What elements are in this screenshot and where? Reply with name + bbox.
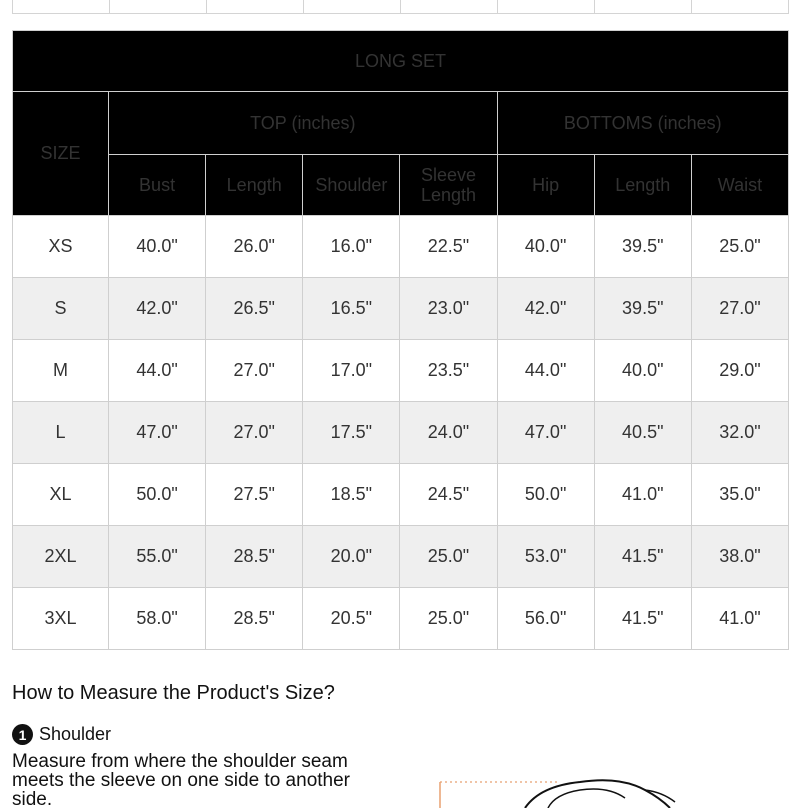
size-chart-table: [12, 30, 789, 650]
size-label-cell: S: [13, 278, 109, 340]
measurement-cell: 35.0": [691, 464, 788, 526]
table-title: LONG SET: [13, 31, 789, 92]
measurement-cell: 40.5": [594, 402, 691, 464]
garment-collar: [548, 789, 625, 808]
measurement-cell: 50.0": [109, 464, 206, 526]
measurement-cell: 41.0": [594, 464, 691, 526]
measurement-cell: 24.5": [400, 464, 497, 526]
measurement-cell: 25.0": [691, 216, 788, 278]
top-group-header: TOP (inches): [109, 92, 498, 155]
table-row: [13, 464, 789, 526]
measurement-cell: 23.0": [400, 278, 497, 340]
table-row: [13, 340, 789, 402]
table-row: [13, 216, 789, 278]
measurement-cell: 27.0": [691, 278, 788, 340]
size-label-cell: XL: [13, 464, 109, 526]
measurement-cell: 26.5": [206, 278, 303, 340]
measurement-cell: 47.0": [497, 402, 594, 464]
number-badge-icon: 1: [12, 724, 33, 745]
size-label-cell: 2XL: [13, 526, 109, 588]
measurement-cell: 25.0": [400, 588, 497, 650]
table-row: [13, 402, 789, 464]
measure-section-title: How to Measure the Product's Size?: [12, 682, 335, 704]
size-label-cell: M: [13, 340, 109, 402]
table-row: [13, 278, 789, 340]
column-header: Waist: [691, 155, 788, 216]
column-header: Shoulder: [303, 155, 400, 216]
measurement-cell: 38.0": [691, 526, 788, 588]
column-header: Sleeve Length: [400, 155, 497, 216]
size-label-cell: L: [13, 402, 109, 464]
measurement-cell: 42.0": [497, 278, 594, 340]
measurement-cell: 41.5": [594, 588, 691, 650]
measurement-cell: 28.5": [206, 588, 303, 650]
measurement-cell: 41.0": [691, 588, 788, 650]
measurement-cell: 27.0": [206, 402, 303, 464]
measurement-cell: 28.5": [206, 526, 303, 588]
garment-outline: [525, 780, 670, 808]
column-header: Length: [206, 155, 303, 216]
measurement-cell: 22.5": [400, 216, 497, 278]
measure-item-label: Shoulder: [39, 724, 112, 744]
table-row: [13, 588, 789, 650]
measurement-cell: 16.0": [303, 216, 400, 278]
measurement-cell: 16.5": [303, 278, 400, 340]
measurement-cell: 20.5": [303, 588, 400, 650]
measurement-cell: 26.0": [206, 216, 303, 278]
measurement-cell: 41.5": [594, 526, 691, 588]
measure-item-shoulder: [12, 724, 111, 745]
measurement-cell: 56.0": [497, 588, 594, 650]
measurement-cell: 23.5": [400, 340, 497, 402]
size-label-cell: XS: [13, 216, 109, 278]
measurement-cell: 27.0": [206, 340, 303, 402]
measurement-cell: 40.0": [109, 216, 206, 278]
measurement-cell: 44.0": [497, 340, 594, 402]
table-row: [13, 526, 789, 588]
measurement-cell: 27.5": [206, 464, 303, 526]
measurement-cell: 40.0": [497, 216, 594, 278]
measurement-cell: 40.0": [594, 340, 691, 402]
measurement-cell: 32.0": [691, 402, 788, 464]
previous-table-bottom: [12, 0, 789, 14]
measurement-cell: 50.0": [497, 464, 594, 526]
size-column-header: SIZE: [13, 92, 109, 216]
measurement-cell: 25.0": [400, 526, 497, 588]
measurement-cell: 18.5": [303, 464, 400, 526]
measurement-cell: 20.0": [303, 526, 400, 588]
column-header: Hip: [497, 155, 594, 216]
measure-description: Measure from where the shoulder seam meets the sleeve on one side to another side.: [12, 751, 351, 810]
measurement-cell: 17.0": [303, 340, 400, 402]
bottoms-group-header: BOTTOMS (inches): [497, 92, 788, 155]
size-label-cell: 3XL: [13, 588, 109, 650]
column-header: Length: [594, 155, 691, 216]
measurement-cell: 53.0": [497, 526, 594, 588]
measurement-cell: 42.0": [109, 278, 206, 340]
measurement-cell: 39.5": [594, 278, 691, 340]
measurement-cell: 47.0": [109, 402, 206, 464]
measurement-cell: 39.5": [594, 216, 691, 278]
measurement-cell: 55.0": [109, 526, 206, 588]
garment-shoulder-illustration-icon: [430, 768, 730, 808]
measurement-cell: 29.0": [691, 340, 788, 402]
measurement-cell: 58.0": [109, 588, 206, 650]
measurement-cell: 24.0": [400, 402, 497, 464]
measurement-cell: 17.5": [303, 402, 400, 464]
measurement-cell: 44.0": [109, 340, 206, 402]
column-header: Bust: [109, 155, 206, 216]
